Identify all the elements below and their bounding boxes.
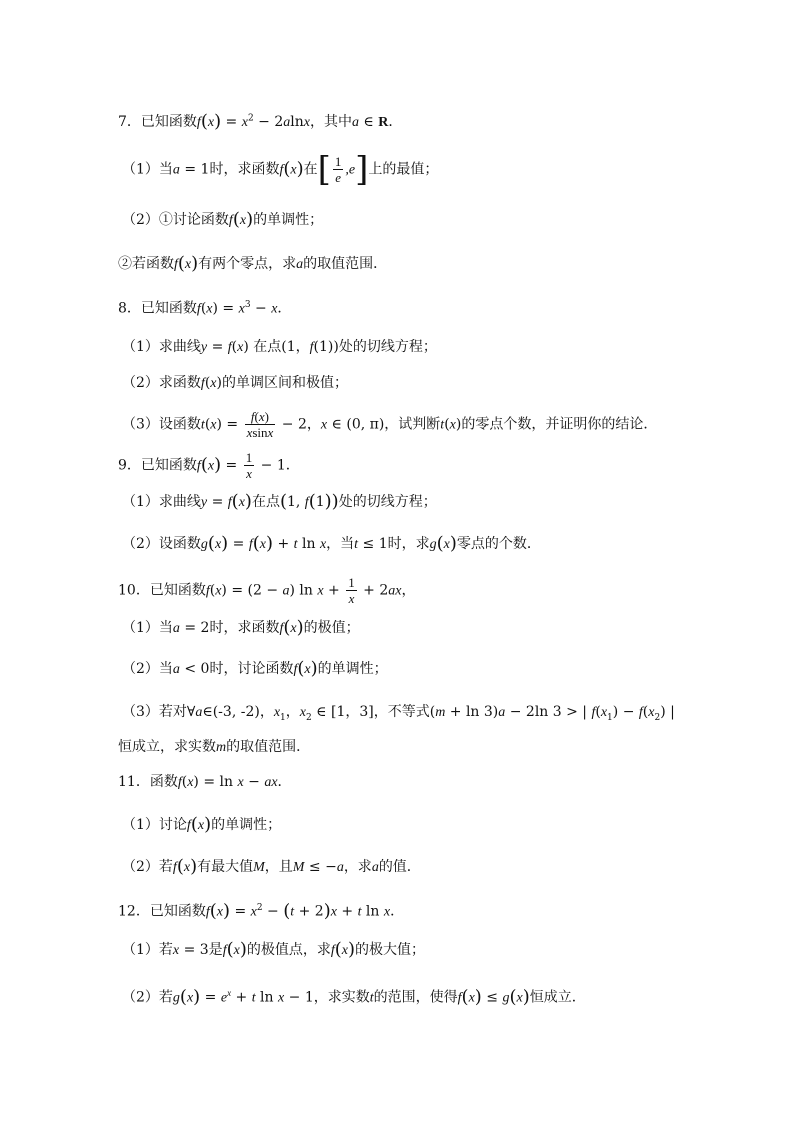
problem-10-part-2: （2）当a < 0时，讨论函数f(x)的单调性； — [122, 658, 388, 679]
problem-8-part-3: （3）设函数t(x) = $\frac{f(x)}{xsinx}$ − 2，x ∈ (0, π)，试判断t(x)的零点个数，并证明你的结论． — [122, 409, 658, 440]
problem-11-part-1: （1）讨论f(x)的单调性； — [122, 814, 282, 835]
problem-9-part-1: （1）求曲线y = f(x)在点(1, f(1))处的切线方程； — [122, 491, 437, 512]
problem-10-part-3: （3）若对∀a∈(-3, -2)，$x_1$，$x_2$ ∈ [1，3]，不等式(m + ln 3)a − 2ln 3 > | $f(x_1) - f(x_2)$ | — [122, 704, 675, 723]
problem-7-part-2: （2）①讨论函数f(x)的单调性； — [122, 209, 324, 230]
problem-7-part-1: （1）当a = 1时，求函数f(x)在[ $\frac{1}{e}$ ,e]上的最值； — [122, 149, 439, 190]
problem-11-stem: 11．函数f(x) = ln x − ax． — [118, 774, 292, 790]
problem-9-stem: 9．已知函数f(x) = $\frac{1}{x}$ − 1． — [118, 450, 300, 481]
problem-12-part-2: （2）若$g(x) = e^x + t$ ln x − 1，求实数t的范围，使得f(x) ≤ g(x)恒成立． — [122, 986, 586, 1008]
problem-7-stem-text: 7．已知函数$f(x) = x^2 - 2alnx$，其中a ∈ R． — [118, 110, 403, 132]
problem-10-part-3-cont: 恒成立，求实数m的取值范围． — [118, 739, 311, 755]
problem-7-part-3: ②若函数f(x)有两个零点，求a的取值范围． — [118, 253, 388, 274]
problem-9-part-2: （2）设函数g(x) = f(x) + t ln x，当t ≤ 1时，求g(x)零点的个数． — [122, 533, 541, 554]
problem-8-part-1: （1）求曲线y = f(x) 在点(1，f(1))处的切线方程； — [122, 339, 437, 355]
problem-10-stem: 10．已知函数f(x) = (2 − a) ln x + $\frac{1}{x}$ + 2ax， — [118, 575, 416, 606]
problem-12-stem: 12．已知函数$f(x) = x^2 - (t + 2)x + t$ ln x． — [118, 900, 405, 922]
problem-10-part-1: （1）当a = 2时，求函数f(x)的极值； — [122, 617, 360, 638]
problem-7-stem — [118, 108, 402, 133]
problem-12-part-1: （1）若x = 3是f(x)的极值点，求f(x)的极大值； — [122, 939, 426, 960]
problem-8-part-2: （2）求函数f(x)的单调区间和极值； — [122, 375, 348, 391]
problem-8-stem: 8．已知函数$f(x) = x^3 - x$． — [118, 300, 292, 317]
problem-11-part-2: （2）若f(x)有最大值M，且M ≤ −a，求a的值． — [122, 856, 421, 877]
